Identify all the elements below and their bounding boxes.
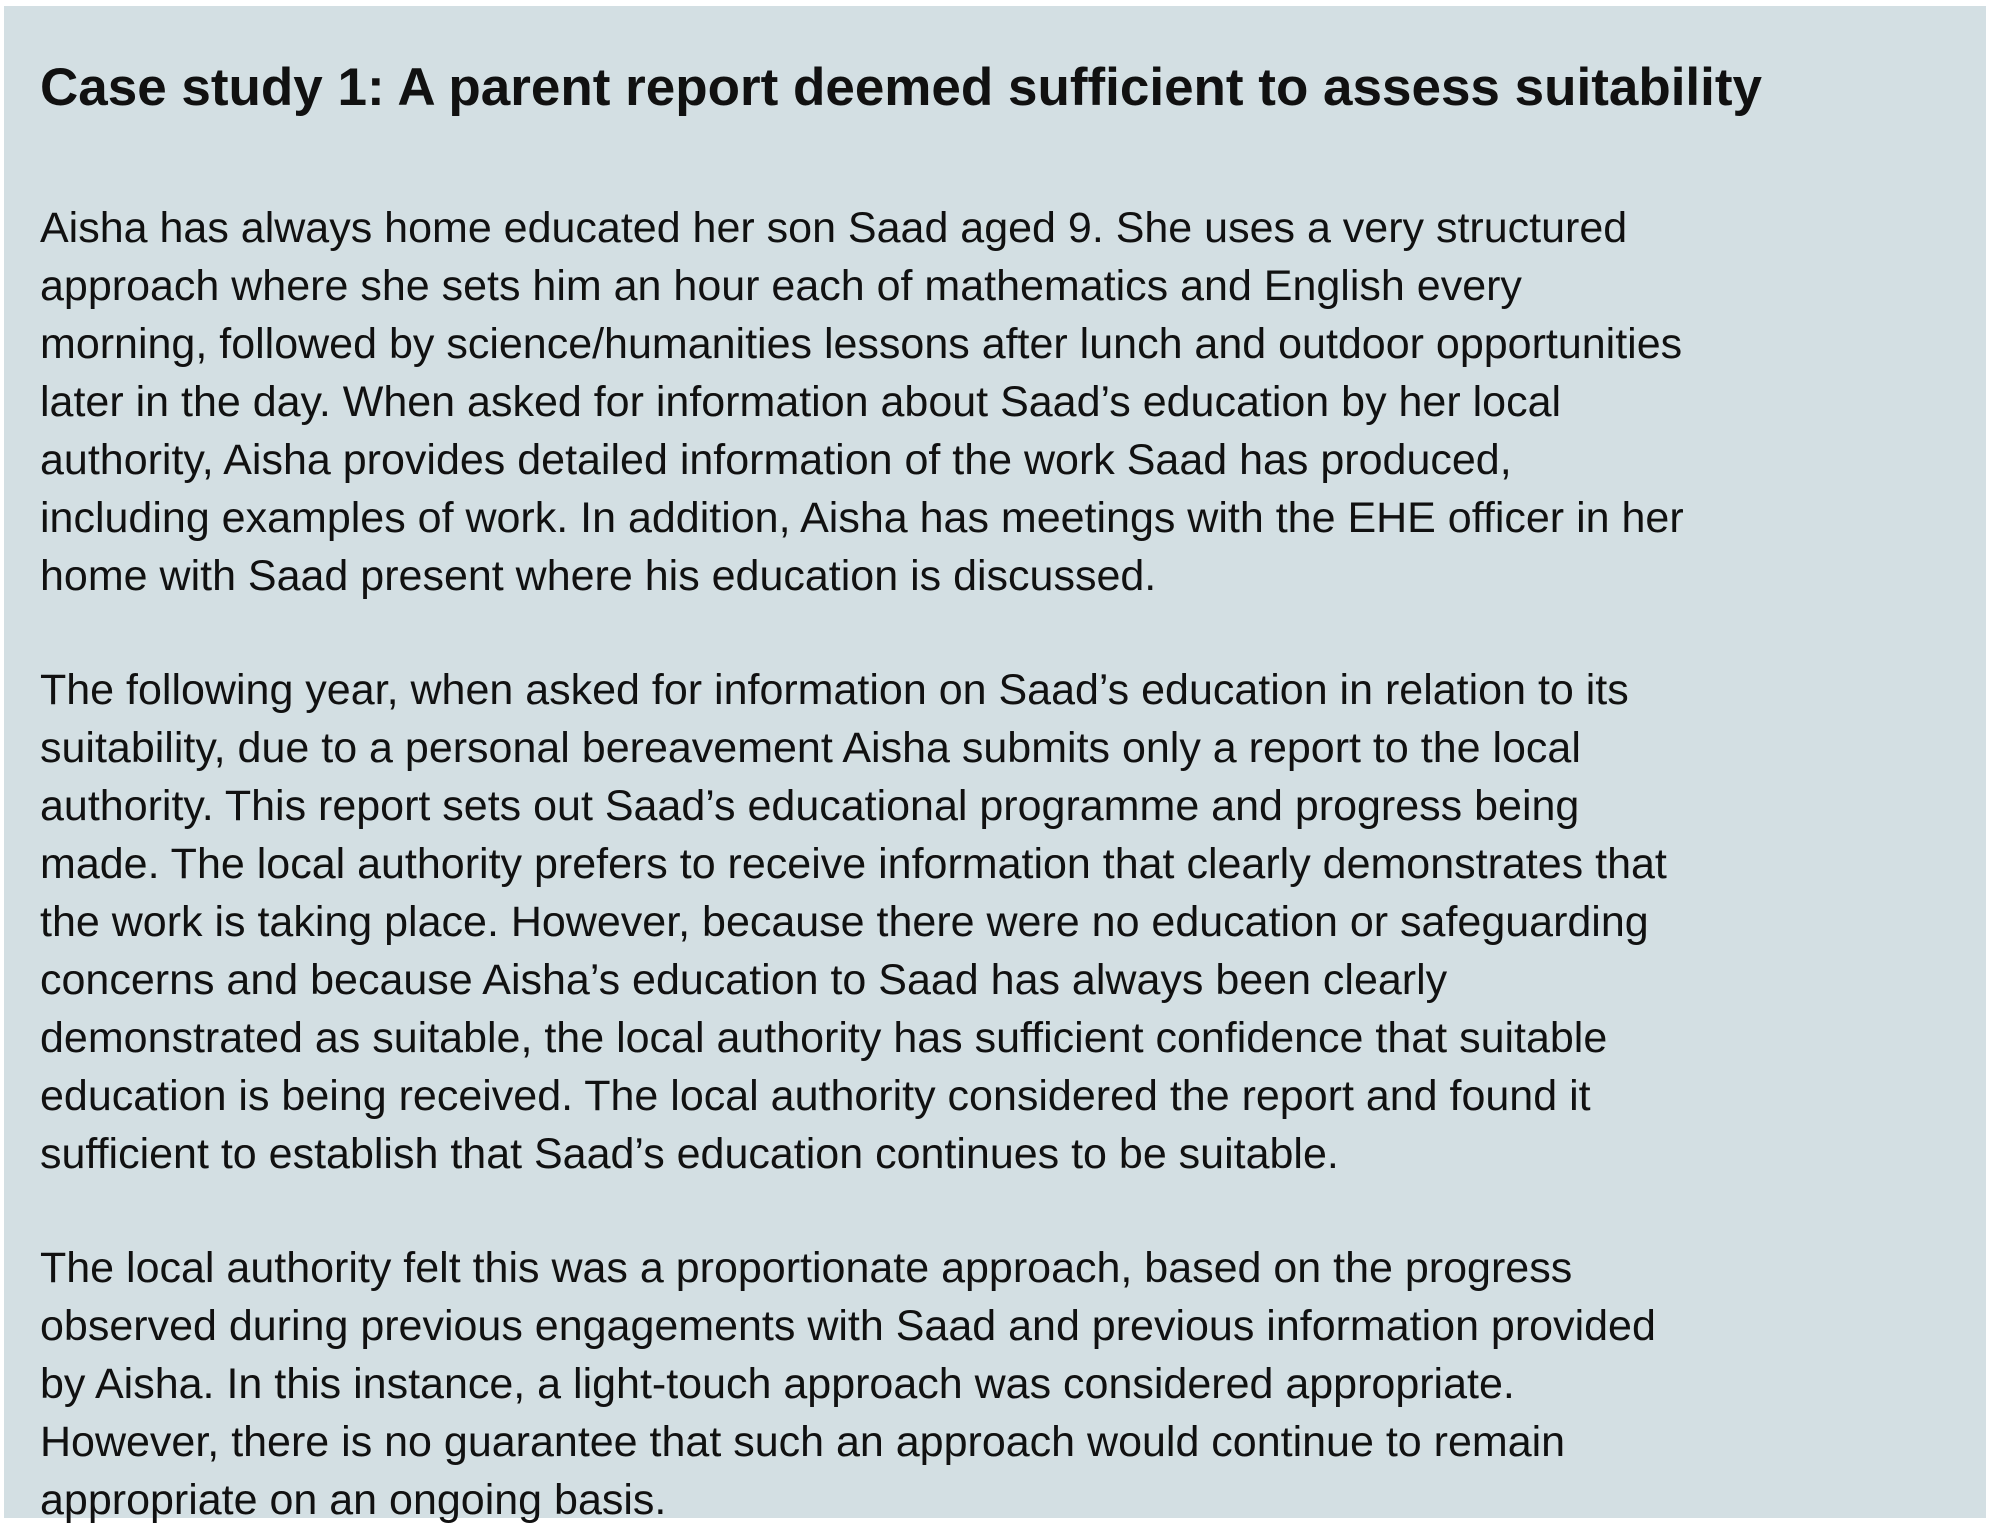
- paragraph-line: However, there is no guarantee that such an approach would continue to remain: [40, 1418, 1566, 1466]
- paragraph-line: observed during previous engagements with Saad and previous information provided: [40, 1302, 1656, 1350]
- paragraph-line: morning, followed by science/humanities lessons after lunch and outdoor opportunities: [40, 320, 1683, 368]
- paragraph-line: made. The local authority prefers to receive information that clearly demonstrates that: [40, 840, 1667, 888]
- paragraph-line: concerns and because Aisha’s education to Saad has always been clearly: [40, 956, 1448, 1004]
- paragraph-line: authority, Aisha provides detailed information of the work Saad has produced,: [40, 436, 1512, 484]
- paragraph-line: demonstrated as suitable, the local authority has sufficient confidence that suitable: [40, 1014, 1608, 1062]
- paragraph-1: [40, 199, 1950, 605]
- paragraph-2: [40, 661, 1950, 1183]
- case-study-box: [4, 6, 1986, 1524]
- paragraph-line: approach where she sets him an hour each of mathematics and English every: [40, 262, 1522, 310]
- paragraph-line: home with Saad present where his education is discussed.: [40, 552, 1157, 600]
- paragraph-line: Aisha has always home educated her son Saad aged 9. She uses a very structured: [40, 204, 1628, 252]
- paragraph-line: authority. This report sets out Saad’s educational programme and progress being: [40, 782, 1580, 830]
- paragraph-line: by Aisha. In this instance, a light-touch approach was considered appropriate.: [40, 1360, 1515, 1408]
- paragraph-line: the work is taking place. However, because there were no education or safeguarding: [40, 898, 1649, 946]
- paragraph-line: The following year, when asked for information on Saad’s education in relation to its: [40, 666, 1629, 714]
- paragraph-line: education is being received. The local authority considered the report and found it: [40, 1072, 1591, 1120]
- paragraph-3: [40, 1239, 1950, 1529]
- paragraph-line: The local authority felt this was a proportionate approach, based on the progress: [40, 1244, 1573, 1292]
- case-study-title: Case study 1: A parent report deemed sufficient to assess suitability: [40, 58, 1763, 117]
- paragraph-line: appropriate on an ongoing basis.: [40, 1476, 667, 1524]
- paragraph-line: sufficient to establish that Saad’s education continues to be suitable.: [40, 1130, 1339, 1178]
- paragraph-line: including examples of work. In addition, Aisha has meetings with the EHE officer in her: [40, 494, 1684, 542]
- paragraph-line: later in the day. When asked for information about Saad’s education by her local: [40, 378, 1562, 426]
- paragraph-line: suitability, due to a personal bereavement Aisha submits only a report to the local: [40, 724, 1581, 772]
